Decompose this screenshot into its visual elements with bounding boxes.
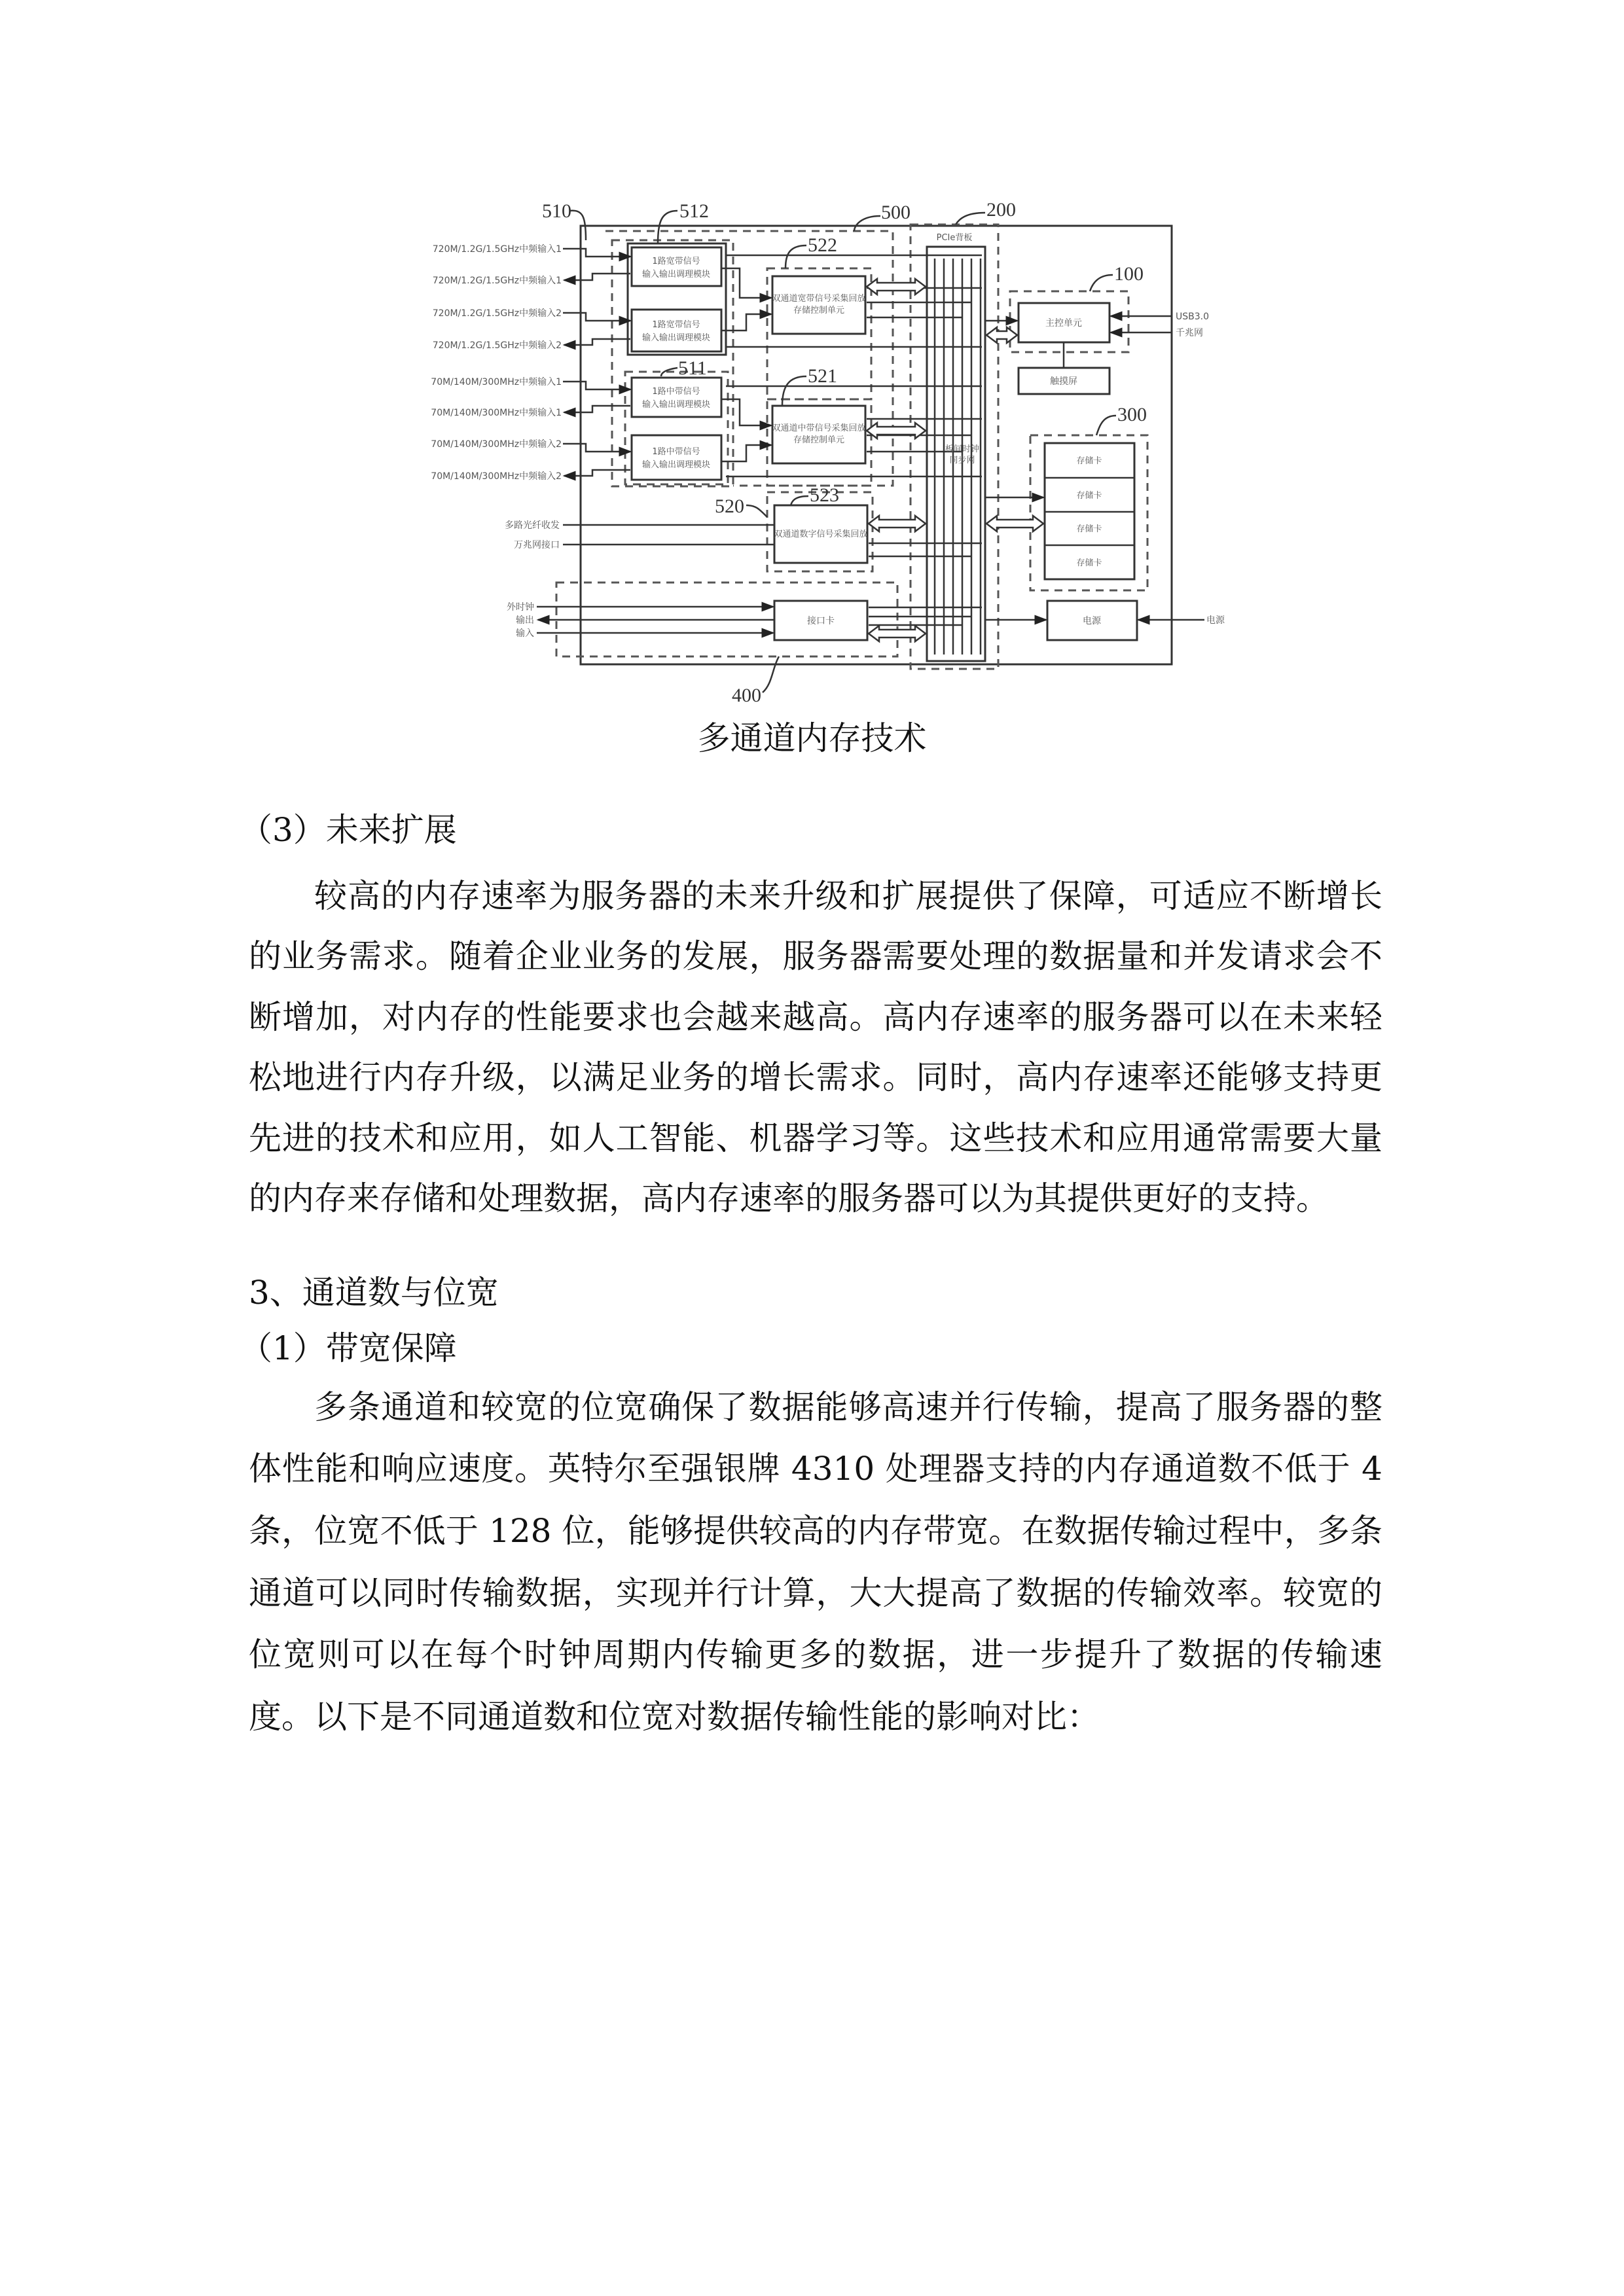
text-line: 通道可以同时传输数据，实现并行计算，大大提高了数据的传输效率。较宽的: [249, 1574, 1382, 1612]
mid-module-label: 1路中带信号: [652, 447, 700, 457]
unit-521-box: [772, 406, 865, 463]
ext-clock-label: 外时钟: [507, 602, 534, 613]
input-label: 720M/1.2G/1.5GHz中频输入1: [432, 244, 562, 255]
wide-module-1: [632, 247, 721, 286]
text-line: 度。以下是不同通道数和位宽对数据传输性能的影响对比：: [249, 1698, 1100, 1736]
unit-523-label: 双通道数字信号采集回放: [774, 529, 868, 539]
text-line: 位宽则可以在每个时钟周期内传输更多的数据，进一步提升了数据的传输速: [249, 1636, 1382, 1674]
system-block-diagram: [0, 0, 1624, 720]
output-label: 输出: [516, 615, 534, 626]
text-line: 较高的内存速率为服务器的未来升级和扩展提供了保障，可适应不断增长: [314, 877, 1382, 915]
text-line: 条，位宽不低于 128 位，能够提供较高的内存带宽。在数据传输过程中，多条: [249, 1512, 1382, 1550]
ref-521: 521: [808, 365, 837, 387]
wide-module-label: 输入输出调理模块: [641, 270, 711, 279]
ref-520: 520: [715, 495, 744, 517]
input-label: 720M/1.2G/1.5GHz中频输入2: [432, 340, 562, 351]
input-label: 70M/140M/300MHz中频输入1: [431, 408, 562, 418]
text-line: 体性能和响应速度。英特尔至强银牌 4310 处理器支持的内存通道数不低于 4: [249, 1450, 1382, 1488]
gbe-label: 千兆网: [1176, 328, 1203, 338]
storage-card-label: 存储卡: [1076, 558, 1102, 568]
heading-bandwidth: （1）带宽保障: [240, 1329, 457, 1367]
clock-net-label: 同步网: [949, 456, 975, 465]
unit-521-label: 存储控制单元: [793, 435, 845, 445]
wide-module-2: [632, 310, 721, 351]
tengbe-label: 万兆网接口: [514, 540, 560, 550]
wide-module-label: 输入输出调理模块: [641, 333, 711, 343]
text-line: 的业务需求。随着企业业务的发展，服务器需要处理的数据量和并发请求会不: [249, 937, 1382, 975]
input-label: 720M/1.2G/1.5GHz中频输入2: [432, 308, 562, 319]
figure-caption: 多通道内存技术: [697, 719, 927, 757]
unit-522-box: [772, 276, 865, 334]
backplane-label: PCIe背板: [936, 233, 973, 243]
mid-module-label: 1路中带信号: [652, 387, 700, 397]
ref-510: 510: [542, 200, 571, 222]
fiber-label: 多路光纤收发: [505, 520, 560, 531]
touch-screen-label: 触摸屏: [1050, 376, 1077, 387]
input-label: 70M/140M/300MHz中频输入2: [431, 471, 562, 482]
power-unit-label: 电源: [1083, 616, 1101, 626]
power-input-label: 电源: [1206, 615, 1225, 626]
wide-module-label: 1路宽带信号: [652, 320, 700, 330]
ref-522: 522: [808, 234, 837, 256]
text-line: 松地进行内存升级，以满足业务的增长需求。同时，高内存速率还能够支持更: [249, 1058, 1382, 1096]
storage-card-label: 存储卡: [1076, 491, 1102, 501]
ref-500: 500: [881, 202, 911, 223]
ref-511: 511: [678, 357, 707, 379]
ref-300: 300: [1117, 404, 1147, 425]
ref-400: 400: [732, 685, 761, 706]
input-label: 720M/1.2G/1.5GHz中频输入1: [432, 276, 562, 286]
mid-module-label: 输入输出调理模块: [641, 400, 711, 410]
text-line: 的内存来存储和处理数据，高内存速率的服务器可以为其提供更好的支持。: [249, 1179, 1329, 1217]
main-control-label: 主控单元: [1045, 318, 1082, 329]
mid-module-1: [632, 378, 721, 417]
wide-module-label: 1路宽带信号: [652, 257, 700, 266]
heading-future-expansion: （3）未来扩展: [240, 811, 457, 849]
input-label: 70M/140M/300MHz中频输入1: [431, 377, 562, 387]
storage-card-label: 存储卡: [1076, 456, 1102, 466]
input-label: 70M/140M/300MHz中频输入2: [431, 439, 562, 450]
text-line: 断增加，对内存的性能要求也会越来越高。高内存速率的服务器可以在未来轻: [249, 998, 1382, 1036]
ref-523: 523: [810, 484, 839, 506]
mid-module-2: [632, 435, 721, 480]
input-port-label: 输入: [516, 628, 534, 639]
clock-net-label: 板间时钟: [945, 444, 980, 454]
text-line: 多条通道和较宽的位宽确保了数据能够高速并行传输，提高了服务器的整: [314, 1388, 1382, 1426]
interface-card-label: 接口卡: [807, 616, 835, 626]
usb-label: USB3.0: [1176, 312, 1210, 322]
unit-522-label: 存储控制单元: [793, 306, 845, 315]
unit-522-label: 双通道宽带信号采集回放: [772, 294, 866, 304]
mid-module-label: 输入输出调理模块: [641, 460, 711, 470]
storage-card-label: 存储卡: [1076, 524, 1102, 534]
unit-521-label: 双通道中带信号采集回放: [772, 423, 866, 433]
ref-200: 200: [986, 199, 1016, 221]
ref-512: 512: [679, 200, 709, 222]
text-line: 先进的技术和应用，如人工智能、机器学习等。这些技术和应用通常需要大量: [249, 1119, 1382, 1157]
ref-100: 100: [1114, 263, 1144, 285]
heading-channels-width: 3、通道数与位宽: [249, 1274, 499, 1312]
